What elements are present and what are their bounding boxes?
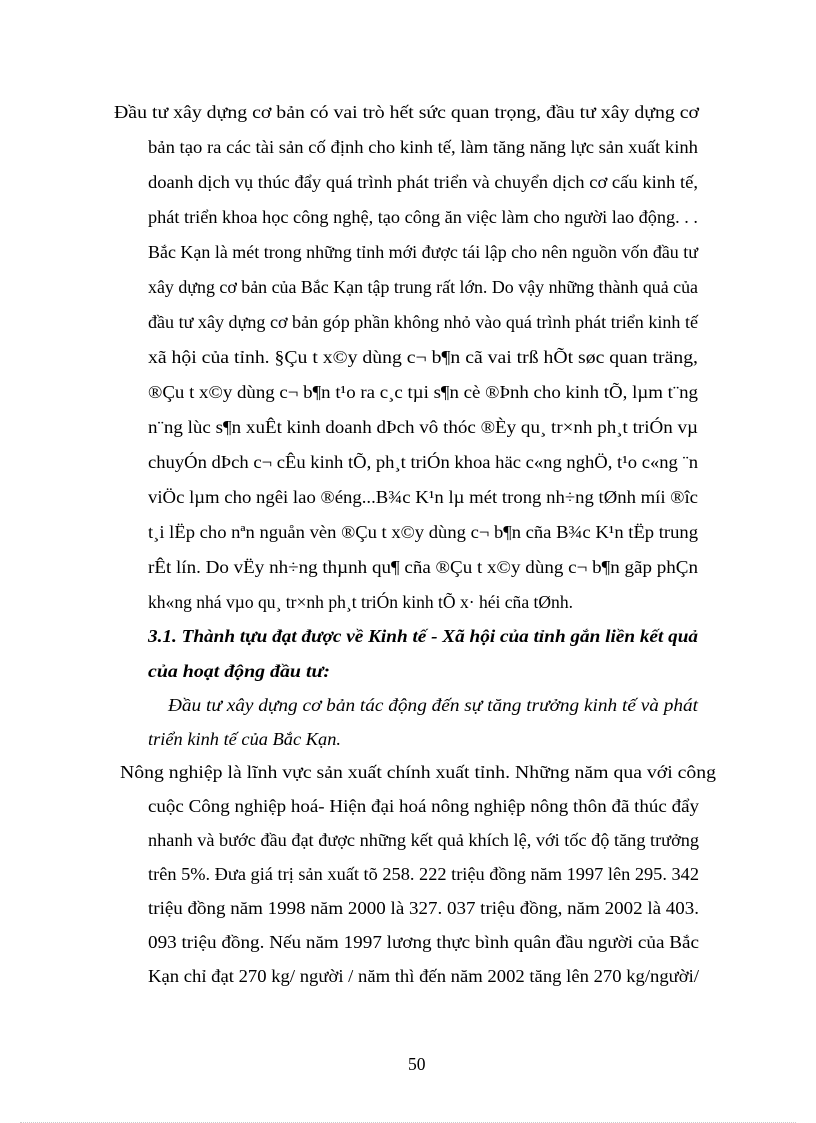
text-line: chuyÓn dÞch c¬ cÊu kinh tÕ, ph¸t triÓn khoa häc c«ng nghÖ, t¹o c«ng ¨n (148, 452, 698, 472)
text-line: phát triển khoa học công nghệ, tạo công ăn việc làm cho người lao động. . . (148, 207, 698, 227)
text-line: viÖc lµm cho ngêi lao ®éng...B¾c K¹n lµ mét trong nh÷ng tØnh míi ®îc (148, 487, 698, 507)
text-line: xã hội của tỉnh. §Çu t x©y dùng c¬ b¶n cã vai trß hÕt søc quan träng, (148, 347, 698, 367)
text-line: Bắc Kạn là mét trong những tỉnh mới được tái lập cho nên nguồn vốn đầu tư (148, 242, 698, 262)
text-line: t¸i lËp cho nªn nguån vèn ®Çu t x©y dùng c¬ b¶n cña B¾c K¹n tËp trung (148, 522, 698, 542)
subheading-line: Đầu tư xây dựng cơ bản tác động đến sự tăng trưởng kinh tế và phát (168, 695, 698, 715)
text-line: 093 triệu đồng. Nếu năm 1997 lương thực bình quân đầu người của Bắc (148, 932, 699, 952)
text-line: Đầu tư xây dựng cơ bản có vai trò hết sức quan trọng, đầu tư xây dựng cơ (114, 102, 699, 122)
text-line: kh«ng nhá vµo qu¸ tr×nh ph¸t triÓn kinh tÕ x· héi cña tØnh. (148, 592, 573, 612)
heading-line: 3.1. Thành tựu đạt được về Kinh tế - Xã hội của tỉnh gắn liền kết quả (148, 626, 698, 646)
text-line: Nông nghiệp là lĩnh vực sản xuất chính xuất tỉnh. Những năm qua với công (120, 762, 716, 782)
page-number: 50 (408, 1054, 426, 1074)
subheading-line: triển kinh tế của Bắc Kạn. (148, 729, 341, 749)
text-line: nhanh và bước đầu đạt được những kết quả khích lệ, với tốc độ tăng trưởng (148, 830, 699, 850)
text-line: cuộc Công nghiệp hoá- Hiện đại hoá nông nghiệp nông thôn đã thúc đẩy (148, 796, 699, 816)
text-line: ®Çu t x©y dùng c¬ b¶n t¹o ra c¸c tµi s¶n cè ®Þnh cho kinh tÕ, lµm t¨ng (148, 382, 698, 402)
text-line: đầu tư xây dựng cơ bản góp phần không nhỏ vào quá trình phát triển kinh tế (148, 312, 698, 332)
text-line: triệu đồng năm 1998 năm 2000 là 327. 037 triệu đồng, năm 2002 là 403. (148, 898, 699, 918)
text-line: xây dựng cơ bản của Bắc Kạn tập trung rất lớn. Do vậy những thành quả của (148, 277, 698, 297)
text-line: trên 5%. Đưa giá trị sản xuất tõ 258. 222 triệu đồng năm 1997 lên 295. 342 (148, 864, 699, 884)
text-line: doanh dịch vụ thúc đẩy quá trình phát triển và chuyển dịch cơ cấu kinh tế, (148, 172, 698, 192)
text-line: rÊt lín. Do vËy nh÷ng thµnh qu¶ cña ®Çu t x©y dùng c¬ b¶n gãp phÇn (148, 557, 698, 577)
text-line: bản tạo ra các tài sản cố định cho kinh tế, làm tăng năng lực sản xuất kinh (148, 137, 698, 157)
text-line: n¨ng lùc s¶n xuÊt kinh doanh dÞch vô thóc ®Èy qu¸ tr×nh ph¸t triÓn vµ (148, 417, 698, 437)
heading-line: của hoạt động đầu tư: (148, 661, 330, 681)
text-line: Kạn chỉ đạt 270 kg/ người / năm thì đến năm 2002 tăng lên 270 kg/người/ (148, 966, 699, 986)
